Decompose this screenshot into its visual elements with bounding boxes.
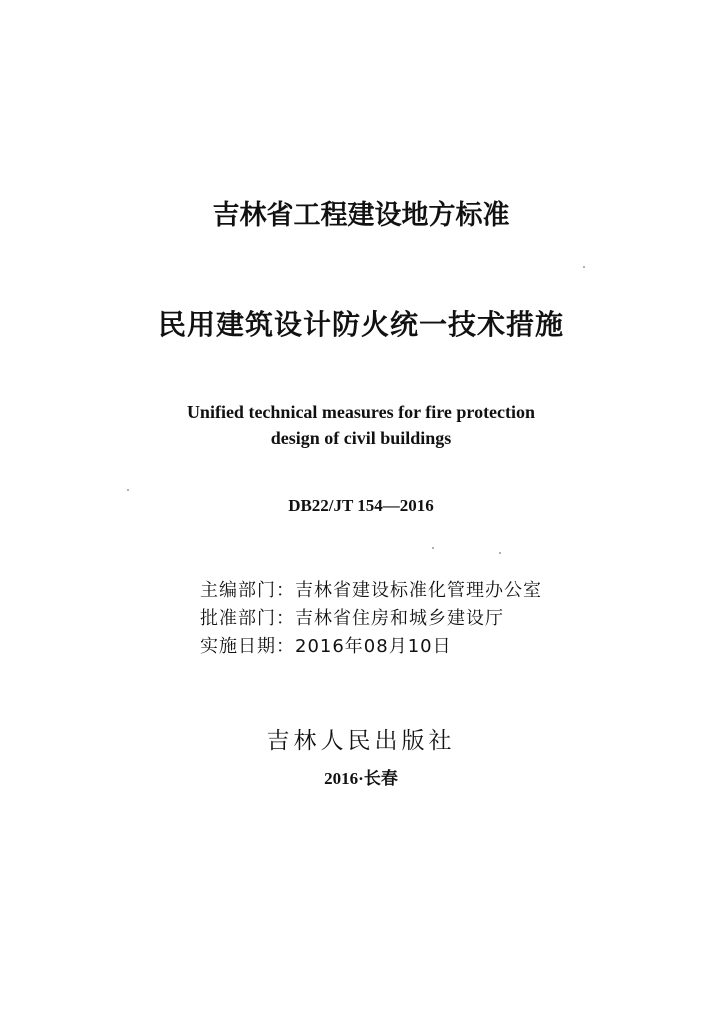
publisher-name: 吉林人民出版社 — [266, 728, 456, 754]
title-english-line-2: design of civil buildings — [270, 428, 452, 448]
title-chinese: 民用建筑设计防火统一技术措施 — [157, 308, 564, 341]
standard-code: DB22/JT 154—2016 — [288, 496, 434, 515]
series-title: 吉林省工程建设地方标准 — [212, 200, 510, 231]
title-english-line-1: Unified technical measures for fire protection — [186, 402, 536, 422]
editor-department: 主编部门：吉林省建设标准化管理办公室 — [200, 580, 542, 601]
scan-speck — [499, 552, 501, 554]
effective-date: 实施日期：2016年08月10日 — [200, 636, 452, 657]
approval-department: 批准部门：吉林省住房和城乡建设厅 — [200, 608, 504, 629]
scan-speck — [583, 266, 585, 268]
publish-year-place: 2016·长春 — [324, 769, 398, 788]
scan-speck — [127, 489, 129, 491]
scan-speck — [432, 547, 434, 549]
